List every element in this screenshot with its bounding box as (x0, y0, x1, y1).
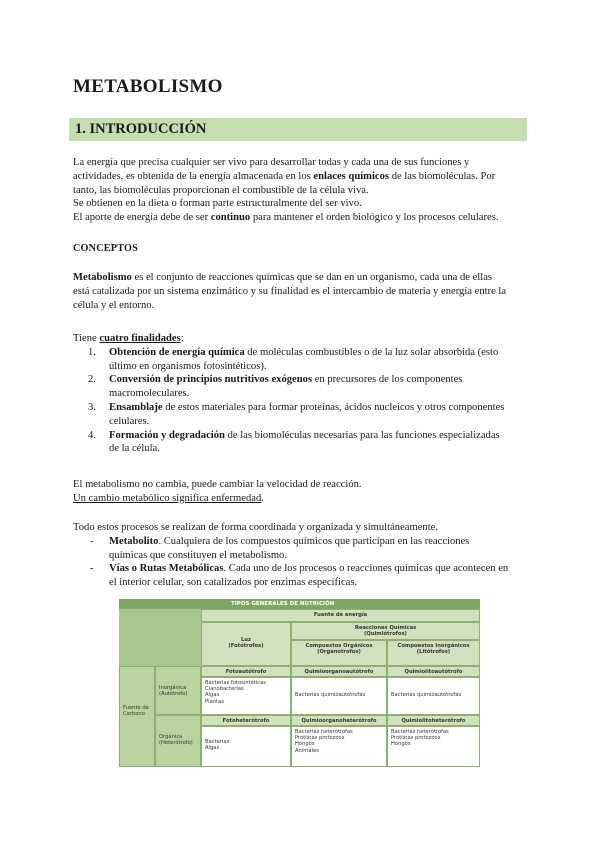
conceptos-heading: CONCEPTOS (73, 243, 139, 254)
term: Metabolismo (73, 272, 132, 283)
list-item: 3. Ensamblaje de estos materiales para formar proteínas, ácidos nucleicos y otros componentes celulares. (88, 401, 505, 427)
table-row-header: Inorgánica (Autótrofo) (155, 666, 201, 715)
table-header-cell: Luz (Fotótrofos) (201, 622, 291, 666)
intro-line: tanto, las biomoléculas proporcionan el combustible de la célula viva. (73, 184, 369, 196)
table-cell: Quimiolitoheterótrofo (387, 715, 480, 726)
table-cell: Bacterias quimioautótrofas (387, 677, 480, 715)
intro-line: Se obtienen en la dieta o forman parte estructuralmente del ser vivo. (73, 198, 362, 210)
table-cell: Bacterias quimioautótrofas (291, 677, 387, 715)
nutrition-types-table (119, 599, 480, 767)
table-header-cell: Compuestos Orgánicos (Organotrofos) (291, 640, 387, 666)
table-cell: Bacterias heterótrofas Protistas protozoos Hongos (387, 726, 480, 767)
list-item: 4. Formación y degradación de las biomoléculas necesarias para las funciones especializadas de la célula. (88, 429, 500, 455)
table-cell: Bacterias heterótrofas Protistas protozoos Hongos Animales (291, 726, 387, 767)
table-cell: Bacterias fotosintéticas Cianobacterias Algas Plantas (201, 677, 291, 715)
underlined-text: Un cambio metabólico significa enfermedad (73, 492, 262, 504)
table-cell: Quimioorganoheterótrofo (291, 715, 387, 726)
bold-text: continuo (210, 212, 251, 224)
table-row-header: Orgánica (Heterótrofo) (155, 715, 201, 767)
cambio-paragraph: El metabolismo no cambia, puede cambiar la velocidad de reacción. Un cambio metabólico significa enfermedad. (73, 479, 362, 504)
list-item: 2. Conversión de principios nutritivos exógenos en precursores de los componentes macromoleculares. (88, 374, 463, 400)
table-header-cell: Compuestos Inorgánicos (Litótrofos) (387, 640, 480, 666)
list-item: - Metabolito. Cualquiera de los compuestos químicos que participan en las reacciones químicas que constituyen el metabolismo. (90, 535, 470, 561)
table-header-cell: Fuente de energía (201, 609, 480, 622)
bold-text: enlaces químicos (313, 170, 390, 182)
table-cell: Fotoheterótrofo (201, 715, 291, 726)
table-header-cell: Reacciones Químicas (Quimiótrofos) (291, 622, 480, 640)
section-header-bar (69, 118, 527, 141)
page-title: METABOLISMO (73, 76, 223, 97)
finalidades-list (73, 332, 533, 456)
table-row-header: Fuente de Carbono (119, 666, 155, 767)
finalidades-intro: Tiene cuatro finalidades: (73, 333, 184, 344)
table-cell: Quimiolitoautótrofo (387, 666, 480, 677)
metabolismo-definition: Metabolismo es el conjunto de reacciones químicas que se dan en un organismo, cada una de ellas está catalizada por un sistema enzimático y su finalidad es el intercambio de materia y energía entre la célula y el entorno. (73, 272, 507, 311)
table-cell: Bacterias Algas (201, 726, 291, 767)
intro-line: El aporte de energía debe de ser continuo para mantener el orden biológico y los procesos celulares. (73, 212, 499, 224)
procesos-list: Todo estos procesos se realizan de forma coordinada y organizada y simultáneamente. - Metabolito. Cualquiera de los compuestos químicos que participan en las reacciones químicas que constituyen el metabolismo. - Vías o Rutas Metabólicas. Cada uno de los procesos o reacciones químicas que acontecen en el interior celular, son catalizados por enzimas específicas. (73, 521, 533, 590)
table-cell: Quimioorganoautótrofo (291, 666, 387, 677)
intro-line: actividades, es obtenida de la energía almacenada en los enlaces químicos de las biomoléculas. Por (73, 170, 496, 182)
table-header-bar: TIPOS GENERALES DE NUTRICIÓN (119, 599, 480, 609)
section-title: 1. INTRODUCCIÓN (75, 121, 207, 137)
table-cell: Fotoautótrofo (201, 666, 291, 677)
list-item: 1. Obtención de energía química de moléculas combustibles o de la luz solar absorbida (esto último en organismos fotosintéticos). (88, 346, 499, 372)
intro-line: La energía que precisa cualquier ser vivo para desarrollar todas y cada una de sus funciones y (73, 157, 470, 168)
intro-paragraph (73, 156, 533, 225)
list-item: - Vías o Rutas Metabólicas. Cada uno de los procesos o reacciones químicas que acontecen en el interior celular, son catalizados por enzimas específicas. (90, 563, 509, 589)
